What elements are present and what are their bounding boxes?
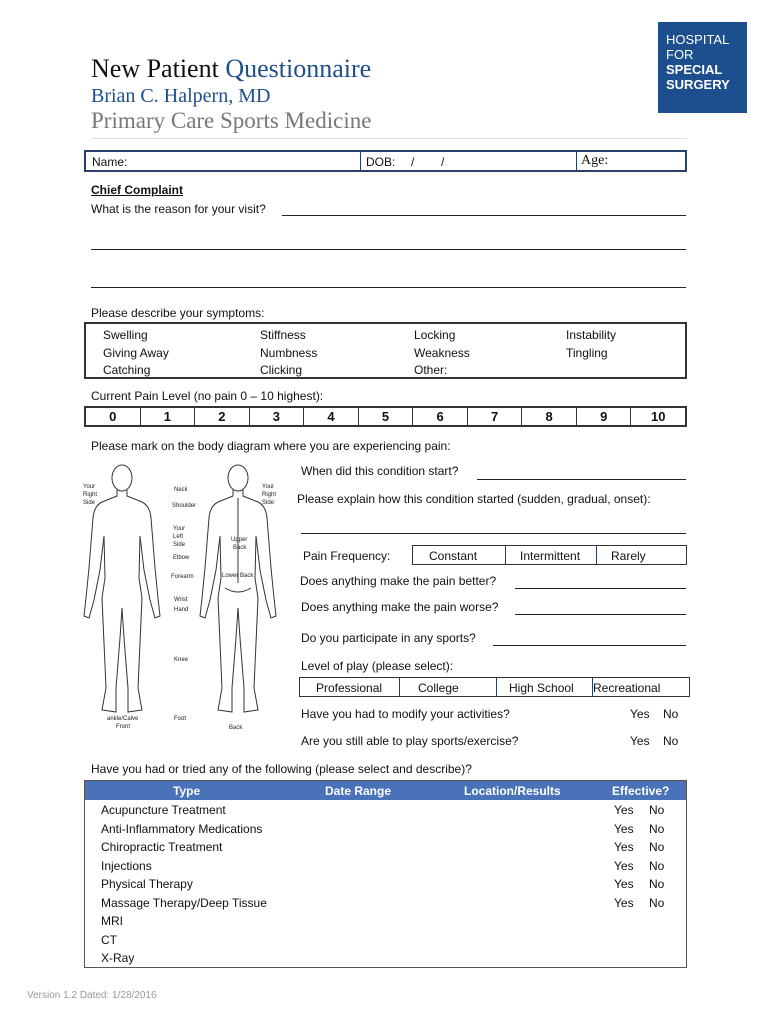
pain-level-scale: [84, 406, 687, 427]
svg-text:Knee: Knee: [174, 657, 189, 663]
treatments-table: [84, 780, 687, 968]
pain-level-5[interactable]: 5: [359, 408, 414, 425]
modify-no[interactable]: No: [663, 707, 679, 721]
body-diagram-prompt: Please mark on the body diagram where you are experiencing pain:: [91, 439, 451, 453]
pain-level-9[interactable]: 9: [577, 408, 632, 425]
patient-info-box: Name: DOB: / / Age:: [84, 150, 687, 172]
condition-explain-label: Please explain how this condition started (sudden, gradual, onset):: [297, 492, 651, 506]
svg-text:Back: Back: [229, 725, 243, 731]
condition-start-label: When did this condition start?: [301, 464, 459, 478]
still-play-label: Are you still able to play sports/exercise?: [301, 734, 519, 748]
level-of-play-label: Level of play (please select):: [301, 659, 454, 673]
col-date-range: Date Range: [325, 784, 392, 798]
pain-level-3[interactable]: 3: [250, 408, 305, 425]
still-play-no[interactable]: No: [663, 734, 679, 748]
table-row: Chiropractic Treatment Yes No: [101, 840, 665, 854]
svg-text:Elbow: Elbow: [173, 555, 190, 561]
table-row: Massage Therapy/Deep Tissue Yes No: [101, 895, 665, 910]
symptom-giving-away[interactable]: Giving Away: [103, 346, 169, 360]
level-recreational[interactable]: Recreational: [593, 681, 661, 695]
pain-level-8[interactable]: 8: [522, 408, 577, 425]
svg-text:Upper: Upper: [231, 537, 248, 543]
modify-activities-label: Have you had to modify your activities?: [301, 707, 510, 721]
col-location-results: Location/Results: [464, 784, 561, 798]
dob-label: DOB:: [366, 155, 396, 169]
condition-start-line[interactable]: [477, 479, 686, 480]
treatments-prompt: Have you had or tried any of the following (please select and describe)?: [91, 762, 472, 776]
svg-text:Foot: Foot: [174, 716, 187, 722]
hospital-logo: HOSPITAL FOR SPECIAL SURGERY: [658, 22, 747, 113]
still-play-yes[interactable]: Yes: [630, 734, 650, 748]
symptom-stiffness[interactable]: Stiffness: [260, 328, 306, 342]
symptom-numbness[interactable]: Numbness: [260, 346, 318, 360]
pain-frequency-options: [412, 545, 687, 565]
col-type: Type: [173, 784, 201, 798]
pain-better-line[interactable]: [515, 588, 686, 589]
table-row: X-Ray: [101, 951, 135, 965]
symptoms-box: [84, 322, 687, 379]
symptoms-prompt: Please describe your symptoms:: [91, 306, 265, 320]
svg-text:Side: Side: [262, 500, 275, 506]
pain-level-6[interactable]: 6: [413, 408, 468, 425]
age-label: Age:: [581, 153, 609, 168]
pain-level-10[interactable]: 10: [651, 409, 666, 424]
frequency-constant[interactable]: Constant: [429, 549, 478, 563]
svg-text:Your: Your: [83, 484, 96, 490]
svg-text:Right: Right: [262, 492, 277, 498]
pain-level-1[interactable]: 1: [141, 408, 196, 425]
svg-text:Forearm: Forearm: [171, 574, 194, 580]
header-divider: [91, 138, 687, 139]
version-footer: Version 1.2 Dated: 1/28/2016: [27, 990, 157, 1001]
pain-level-2[interactable]: 2: [195, 408, 250, 425]
pain-level-prompt: Current Pain Level (no pain 0 – 10 highest):: [91, 389, 324, 403]
symptom-locking[interactable]: Locking: [414, 328, 456, 342]
svg-text:Your: Your: [173, 526, 186, 532]
frequency-intermittent[interactable]: Intermittent: [520, 549, 581, 563]
svg-text:Side: Side: [173, 542, 186, 548]
table-row: CT: [101, 932, 117, 947]
svg-text:Neck: Neck: [174, 487, 188, 493]
pain-level-7[interactable]: 7: [468, 408, 523, 425]
table-row: Physical Therapy Yes No: [101, 877, 665, 891]
symptom-other[interactable]: Other:: [414, 363, 448, 377]
sports-line[interactable]: [493, 645, 686, 646]
level-high-school[interactable]: High School: [509, 681, 574, 695]
modify-yes[interactable]: Yes: [630, 707, 650, 721]
visit-reason-line-2[interactable]: [91, 249, 686, 250]
doctor-name: Brian C. Halpern, MD: [91, 85, 271, 107]
level-college[interactable]: College: [418, 681, 459, 695]
condition-explain-line[interactable]: [301, 533, 686, 534]
svg-text:Front: Front: [116, 724, 131, 730]
svg-text:Wrist: Wrist: [174, 597, 188, 603]
chief-complaint-heading: Chief Complaint: [91, 183, 183, 197]
pain-worse-label: Does anything make the pain worse?: [301, 600, 499, 614]
symptom-instability[interactable]: Instability: [566, 328, 617, 342]
level-of-play-options: [299, 677, 690, 697]
table-row: Acupuncture Treatment Yes No: [101, 803, 665, 817]
visit-reason-line-1[interactable]: [282, 215, 686, 216]
svg-text:Back: Back: [233, 545, 247, 551]
pain-level-0[interactable]: 0: [86, 408, 141, 425]
visit-reason-line-3[interactable]: [91, 287, 686, 288]
svg-text:Right: Right: [83, 492, 98, 498]
svg-text:Shoulder: Shoulder: [172, 503, 197, 509]
symptom-swelling[interactable]: Swelling: [103, 328, 148, 342]
pain-level-4[interactable]: 4: [304, 408, 359, 425]
body-diagram[interactable]: [80, 458, 295, 738]
pain-worse-line[interactable]: [515, 614, 686, 615]
svg-text:Your: Your: [262, 484, 275, 490]
pain-better-label: Does anything make the pain better?: [300, 574, 497, 588]
col-effective: Effective?: [612, 784, 670, 798]
symptom-clicking[interactable]: Clicking: [260, 363, 303, 377]
page-title: New Patient Questionnaire: [91, 54, 372, 83]
svg-text:ankle/Calve: ankle/Calve: [107, 716, 139, 722]
symptom-weakness[interactable]: Weakness: [414, 346, 470, 360]
department-name: Primary Care Sports Medicine: [91, 108, 372, 133]
name-label: Name:: [92, 155, 128, 169]
symptom-catching[interactable]: Catching: [103, 363, 151, 377]
treatments-header: [85, 781, 686, 800]
table-row: MRI: [101, 914, 123, 928]
frequency-rarely[interactable]: Rarely: [611, 549, 646, 563]
visit-reason-label: What is the reason for your visit?: [91, 202, 266, 216]
sports-label: Do you participate in any sports?: [301, 631, 476, 645]
level-professional[interactable]: Professional: [316, 681, 383, 695]
svg-text:Side: Side: [83, 500, 96, 506]
svg-text:Left: Left: [173, 534, 184, 540]
pain-frequency-label: Pain Frequency:: [303, 549, 391, 563]
svg-text:Hand: Hand: [174, 607, 189, 613]
table-row: Anti-Inflammatory Medications Yes No: [101, 821, 665, 836]
symptom-tingling[interactable]: Tingling: [566, 346, 608, 360]
svg-text:Lower Back: Lower Back: [222, 573, 254, 579]
table-row: Injections Yes No: [101, 858, 665, 873]
